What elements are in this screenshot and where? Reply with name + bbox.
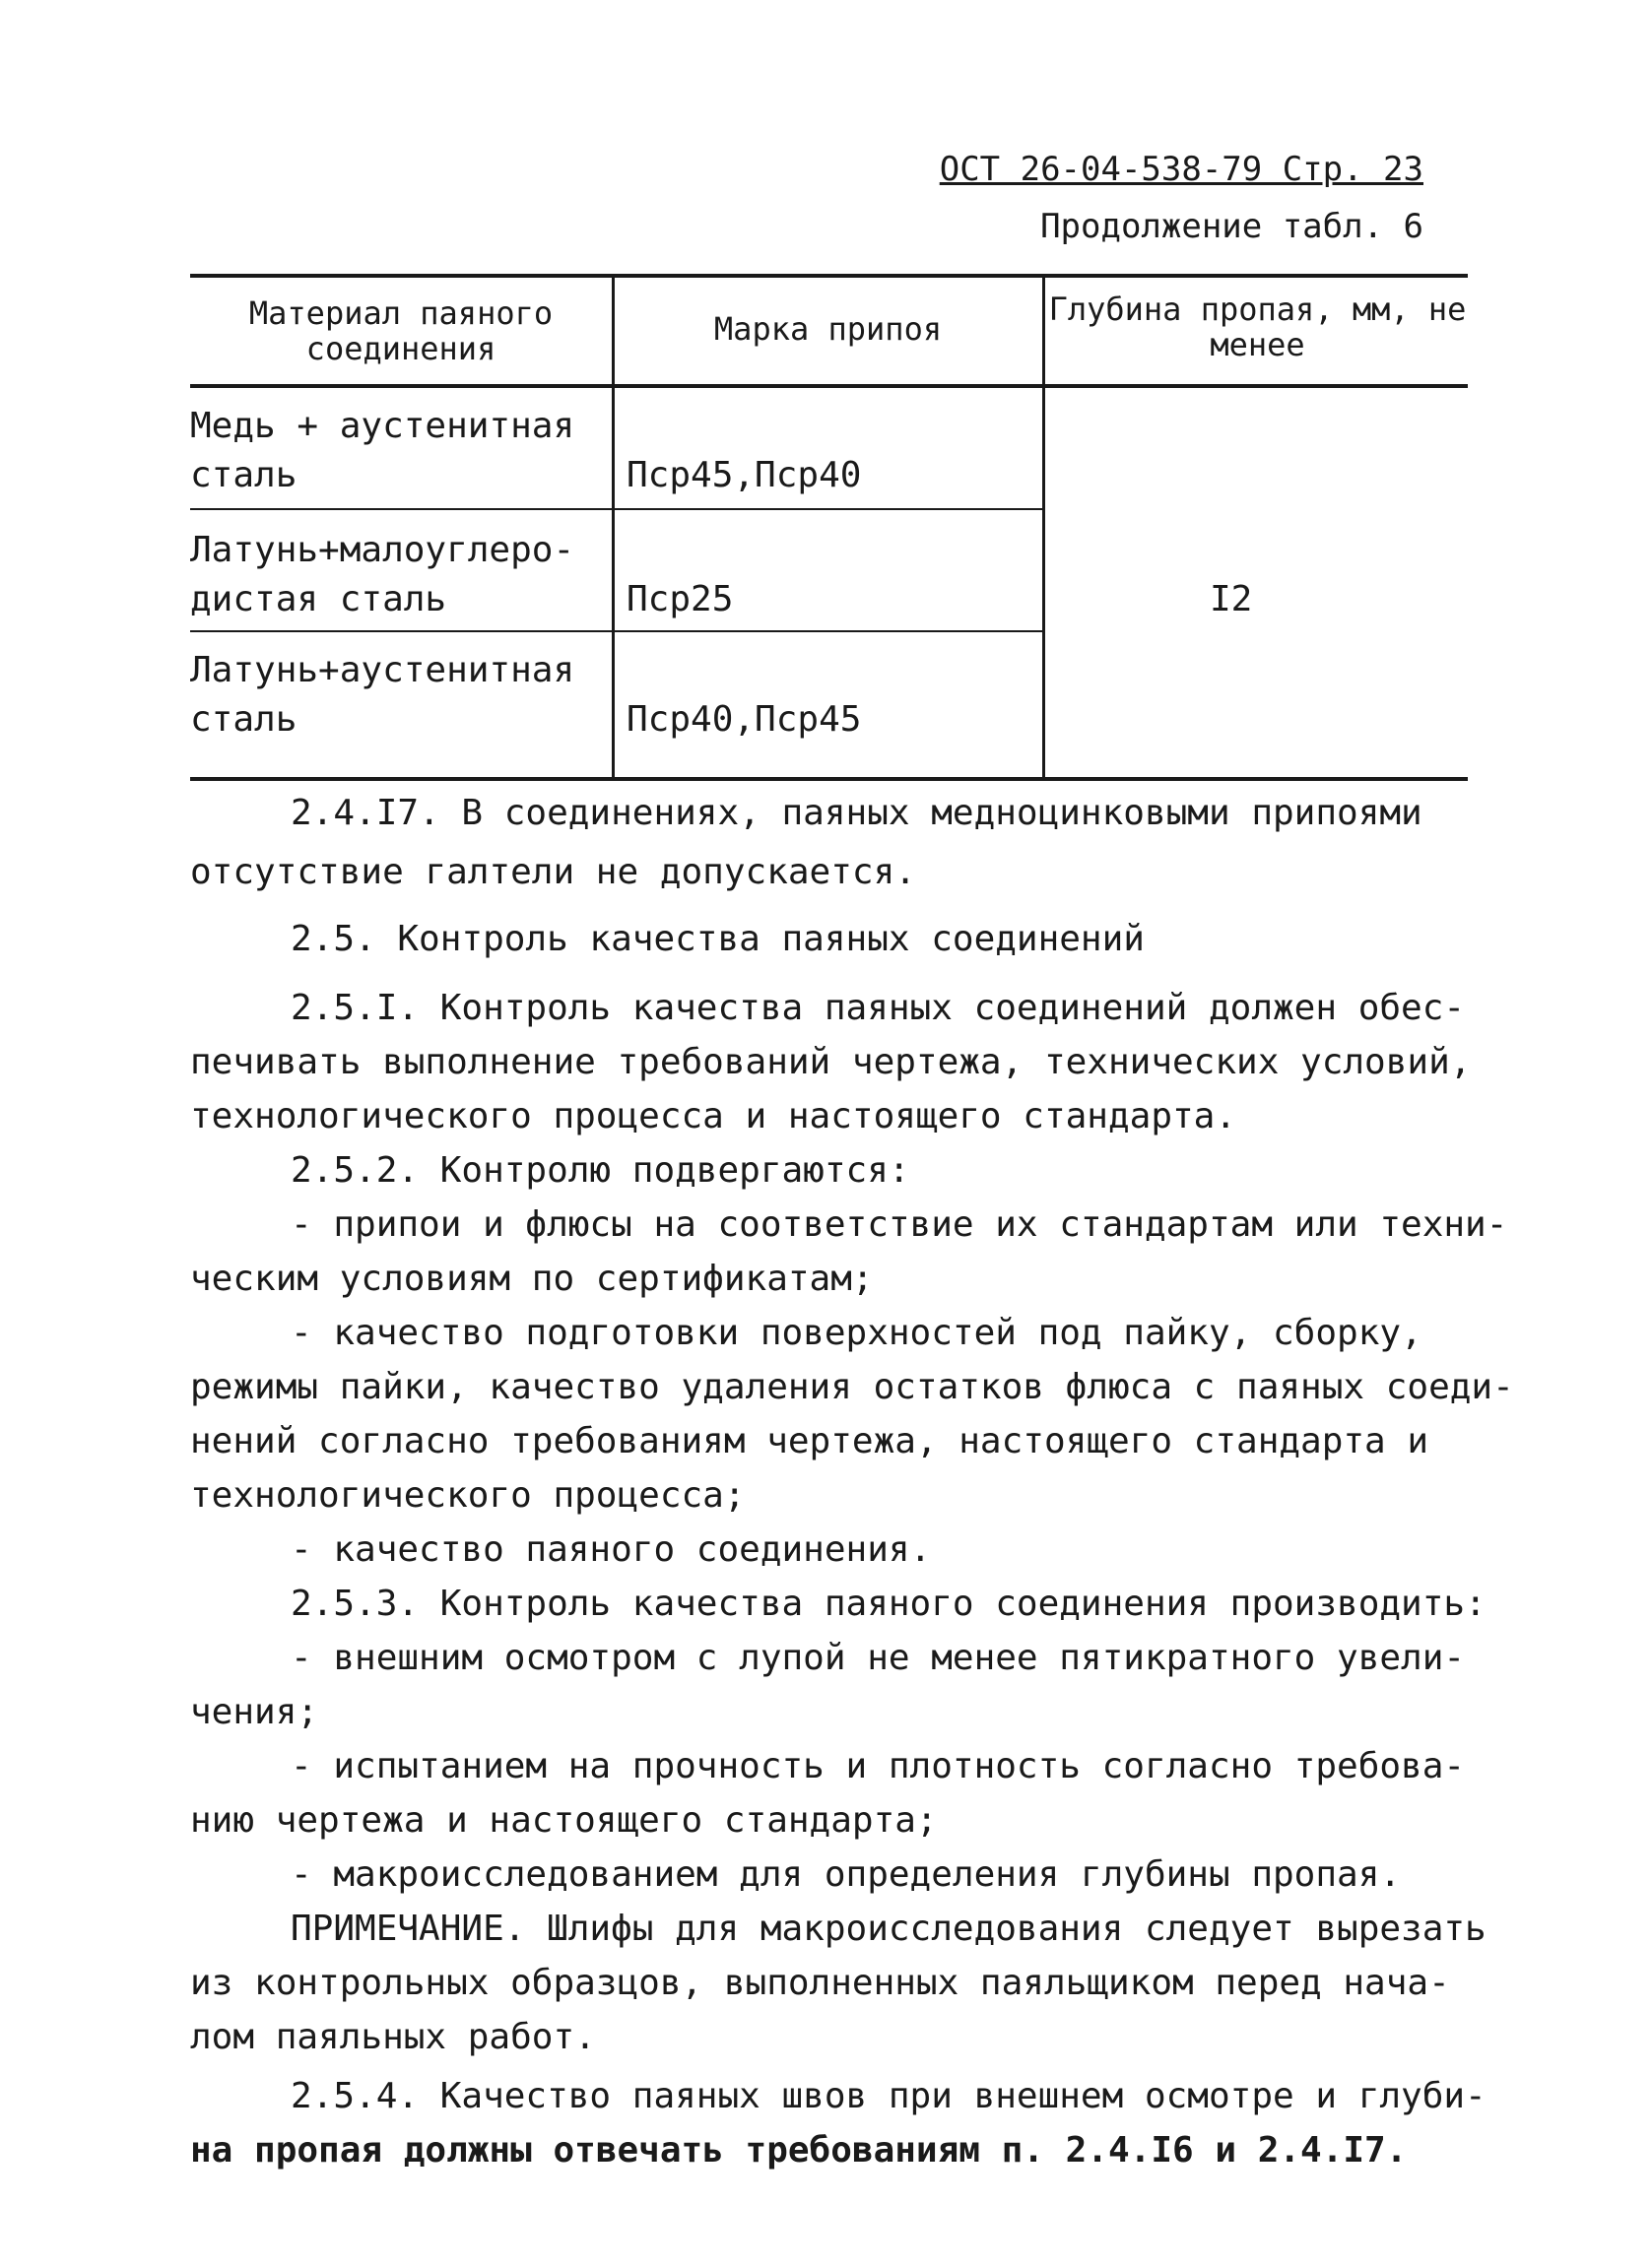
solder-depth-table	[190, 274, 1468, 781]
list-item: - внешним осмотром с лупой не менее пятикратного увели-	[291, 1638, 1466, 1678]
row-1-material-line1: Медь + аустенитная	[190, 406, 575, 446]
column-header-material: Материал паяного соединения	[248, 295, 554, 366]
row-2-material-line1: Латунь+малоуглеро-	[190, 530, 575, 570]
text-line: нений согласно требованиям чертежа, настоящего стандарта и	[190, 1421, 1429, 1461]
section-heading-2-5: 2.5. Контроль качества паяных соединений	[291, 919, 1145, 959]
note-paragraph: ПРИМЕЧАНИЕ. Шлифы для макроисследования следует вырезать	[291, 1909, 1487, 1949]
row-3-material-line1: Латунь+аустенитная	[190, 650, 575, 690]
text-line: печивать выполнение требований чертежа, технических условий,	[190, 1042, 1472, 1082]
text-line: технологического процесса;	[190, 1475, 746, 1516]
paragraph-2-5-3: 2.5.3. Контроль качества паяного соединения производить:	[291, 1584, 1487, 1624]
row-2-solder: Пср25	[627, 579, 734, 619]
column-header-depth: Глубина пропая, мм, не менее	[1048, 292, 1467, 362]
row-divider-2	[190, 630, 1044, 632]
row-3-solder: Пср40,Пср45	[627, 699, 862, 740]
list-item: - макроисследованием для определения глубины пропая.	[291, 1854, 1402, 1895]
document-code: ОСТ 26-04-538-79 Стр. 23	[939, 150, 1423, 189]
text-line: ческим условиям по сертификатам;	[190, 1259, 874, 1299]
list-item: - испытанием на прочность и плотность согласно требова-	[291, 1746, 1466, 1786]
column-header-solder: Марка припоя	[713, 311, 943, 347]
row-1-solder: Пср45,Пср40	[627, 455, 862, 495]
text-line: на пропая должны отвечать требованиям п. 2.4.I6 и 2.4.I7.	[190, 2130, 1408, 2171]
text-line: нию чертежа и настоящего стандарта;	[190, 1800, 938, 1841]
table-border-top	[190, 274, 1468, 278]
row-2-material-line2: дистая сталь	[190, 579, 447, 619]
table-border-bottom	[190, 777, 1468, 781]
column-divider-2	[1042, 274, 1045, 781]
text-line: лом паяльных работ.	[190, 2017, 596, 2057]
paragraph-2-5-1: 2.5.I. Контроль качества паяных соединений должен обес-	[291, 988, 1466, 1028]
text-line: из контрольных образцов, выполненных паяльщиком перед нача-	[190, 1963, 1450, 2003]
text-line: отсутствие галтели не допускается.	[190, 852, 916, 892]
row-divider-1	[190, 508, 1044, 510]
list-item: - качество подготовки поверхностей под пайку, сборку,	[291, 1313, 1422, 1353]
paragraph-2-5-4: 2.5.4. Качество паяных швов при внешнем осмотре и глуби-	[291, 2076, 1487, 2116]
row-3-material-line2: сталь	[190, 699, 297, 740]
paragraph-2-4-17: 2.4.I7. В соединениях, паяных медноцинковыми припоями	[291, 793, 1422, 833]
row-1-material-line2: сталь	[190, 455, 297, 495]
depth-value: I2	[1210, 579, 1253, 619]
table-continuation-label: Продолжение табл. 6	[1040, 207, 1423, 246]
text-line: технологического процесса и настоящего стандарта.	[190, 1096, 1237, 1136]
text-line: режимы пайки, качество удаления остатков флюса с паяных соеди-	[190, 1367, 1514, 1407]
list-item: - припои и флюсы на соответствие их стандартам или техни-	[291, 1204, 1508, 1245]
table-header-divider	[190, 384, 1468, 388]
column-divider-1	[612, 274, 615, 781]
text-line: чения;	[190, 1692, 319, 1732]
paragraph-2-5-2: 2.5.2. Контролю подвергаются:	[291, 1150, 910, 1191]
list-item: - качество паяного соединения.	[291, 1529, 932, 1570]
